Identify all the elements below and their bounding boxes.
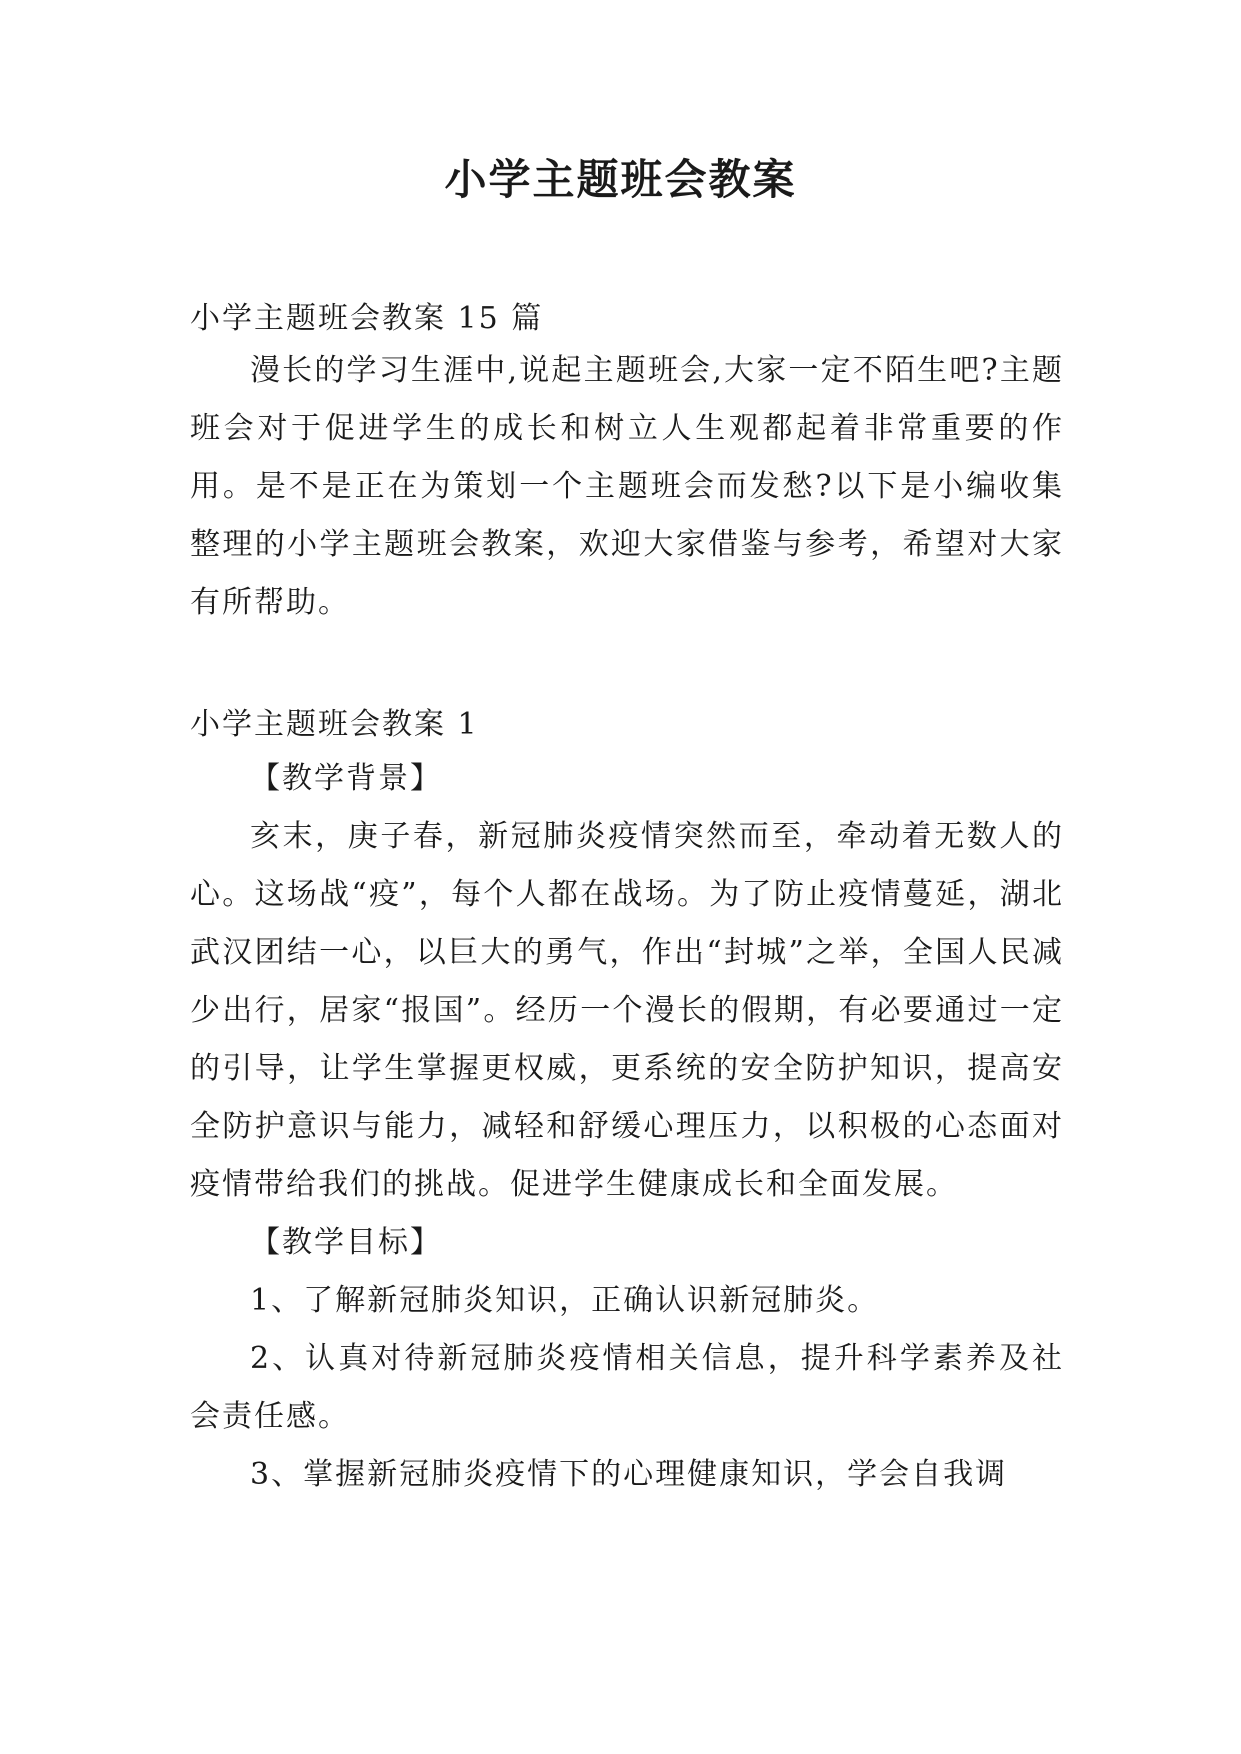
document-title: 小学主题班会教案 [444, 155, 797, 204]
background-paragraph: 亥末，庚子春，新冠肺炎疫情突然而至，牵动着无数人的心。这场战“疫”，每个人都在战场。为了防止疫情蔓延，湖北武汉团结一心，以巨大的勇气，作出“封城”之举，全国人民减少出行，居家“报国”。经历一个漫长的假期，有必要通过一定的引导，让学生掌握更权威，更系统的安全防护知识，提高安全防护意识与能力，减轻和舒缓心理压力，以积极的心态面对疫情带给我们的挑战。促进学生健康成长和全面发展。 [190, 819, 1064, 1202]
goal-item: 2、认真对待新冠肺炎疫情相关信息，提升科学素养及社会责任感。 [190, 1341, 1064, 1434]
section-heading: 小学主题班会教案 1 [190, 707, 479, 742]
document-subtitle: 小学主题班会教案 15 篇 [190, 301, 544, 336]
section-body [190, 750, 1064, 1504]
goal-item: 3、掌握新冠肺炎疫情下的心理健康知识，学会自我调 [250, 1457, 1008, 1492]
intro-block [190, 342, 1064, 632]
intro-paragraph: 漫长的学习生涯中,说起主题班会,大家一定不陌生吧?主题班会对于促进学生的成长和树立人生观都起着非常重要的作用。是不是正在为策划一个主题班会而发愁?以下是小编收集整理的小学主题班会教案，欢迎大家借鉴与参考，希望对大家有所帮助。 [190, 353, 1064, 620]
goal-item: 1、了解新冠肺炎知识，正确认识新冠肺炎。 [250, 1283, 880, 1318]
background-label: 【教学背景】 [250, 761, 442, 796]
goals-label: 【教学目标】 [250, 1225, 442, 1260]
